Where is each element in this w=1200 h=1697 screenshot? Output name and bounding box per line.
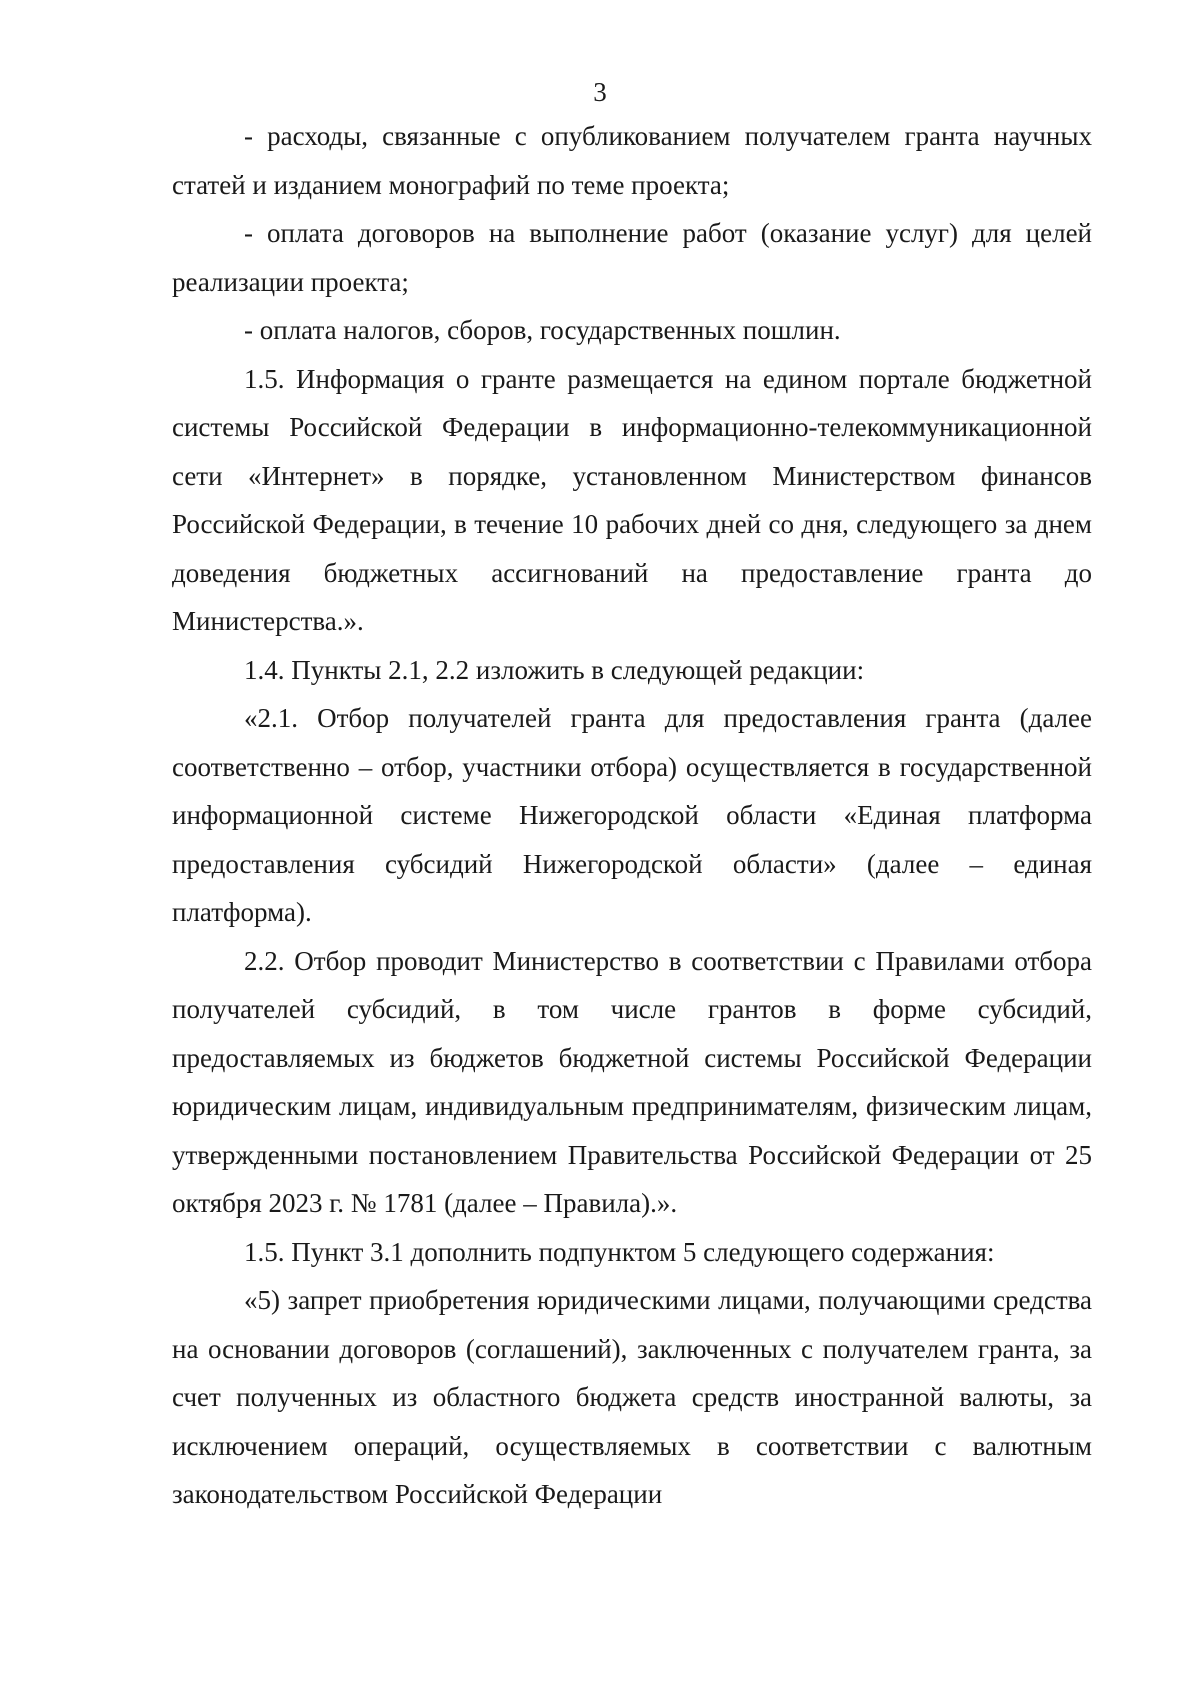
paragraph-clause-2-1: «2.1. Отбор получателей гранта для предоставления гранта (далее соответственно – отбор, участники отбора) осуществляется в государственной информационной системе Нижегородской области «Единая платформа предоставления субсидий Нижегородской области» (далее – единая платформа). (172, 703, 1092, 927)
paragraph-expense-publications: - расходы, связанные с опубликованием получателем гранта научных статей и изданием монографий по теме проекта; (172, 121, 1092, 200)
page-number: 3 (593, 77, 607, 107)
paragraph-expense-taxes: - оплата налогов, сборов, государственных пошлин. (244, 315, 841, 345)
paragraph-subclause-5: «5) запрет приобретения юридическими лицами, получающими средства на основании договоров (соглашений), заключенных с получателем гранта, за счет полученных из областного бюджета средств иностранной валюты, за исключением операций, осуществляемых в соответствии с валютным законодательством Российской Федерации (172, 1285, 1092, 1509)
paragraph-expense-contracts: - оплата договоров на выполнение работ (оказание услуг) для целей реализации проекта; (172, 218, 1092, 297)
paragraph-clause-2-2: 2.2. Отбор проводит Министерство в соответствии с Правилами отбора получателей субсидий, в том числе грантов в форме субсидий, предоставляемых из бюджетов бюджетной системы Российской Федерации юридическим лицам, индивидуальным предпринимателям, физическим лицам, утвержденными постановлением Правительства Российской Федерации от 25 октября 2023 г. № 1781 (далее – Правила).». (172, 945, 1092, 1218)
paragraph-clause-1-5-info: 1.5. Информация о гранте размещается на едином портале бюджетной системы Российской Федерации в информационно-телекоммуникационной сети «Интернет» в порядке, установленном Министерством финансов Российской Федерации, в течение 10 рабочих дней со дня, следующего за днем доведения бюджетных ассигнований на предоставление гранта до Министерства.». (172, 363, 1092, 636)
document-body (172, 112, 1092, 1519)
paragraph-clause-1-5-amend: 1.5. Пункт 3.1 дополнить подпунктом 5 следующего содержания: (244, 1236, 995, 1267)
paragraph-clause-1-4: 1.4. Пункты 2.1, 2.2 изложить в следующей редакции: (244, 654, 865, 685)
